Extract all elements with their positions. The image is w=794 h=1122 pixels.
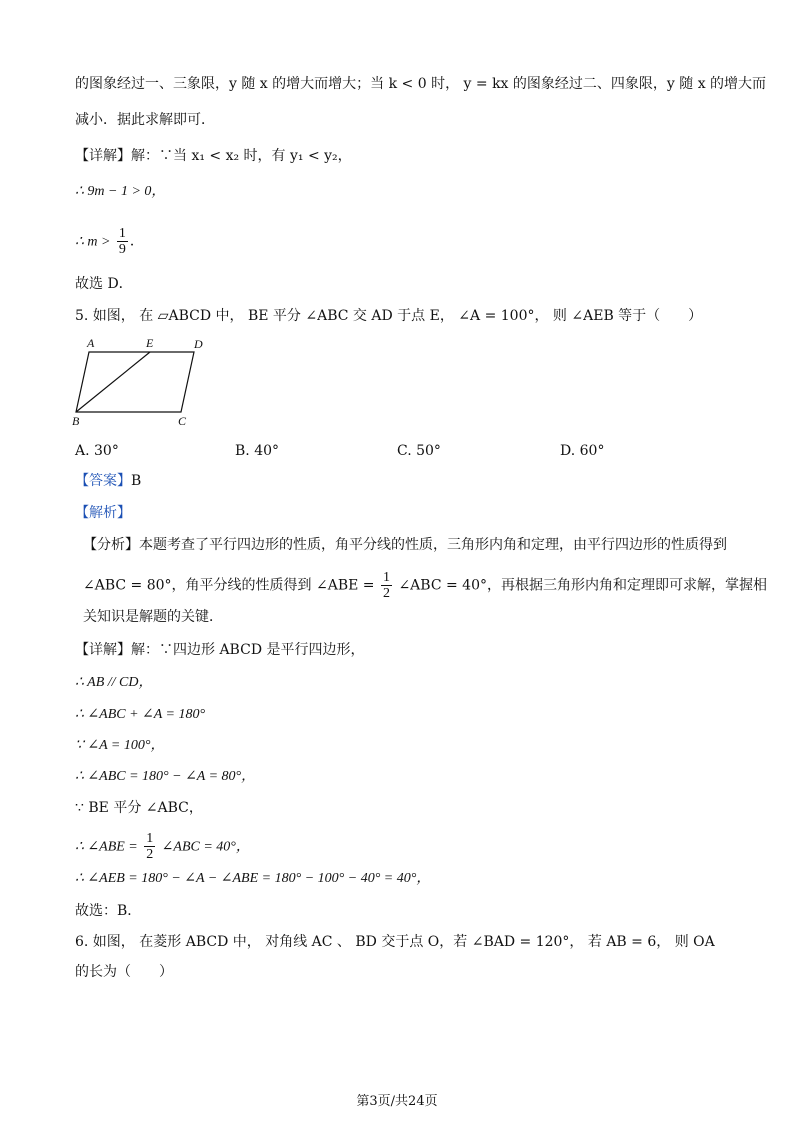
- page-footer: 第3页/共24页: [356, 1094, 438, 1109]
- parallelogram-figure: [72, 334, 212, 428]
- fenxi-line-3: 关知识是解题的关键．: [83, 609, 223, 625]
- analysis-line-2: 减小．据此求解即可．: [75, 112, 215, 128]
- label-a: A: [87, 336, 95, 350]
- q5-stem: 5. 如图， 在 ▱ABCD 中， BE 平分 ∠ABC 交 AD 于点 E， ∠A = 100°， 则 ∠AEB 等于（ ）: [75, 308, 703, 324]
- option-d: D. 60°: [560, 443, 605, 459]
- detail-tag: 【详解】: [75, 642, 131, 658]
- q6-stem-line-2: 的长为（ ）: [75, 964, 173, 980]
- answer-line: [75, 471, 141, 491]
- answer-value: B: [131, 473, 142, 489]
- step2-post: ．: [129, 233, 144, 250]
- q5-step-5: ∵ BE 平分 ∠ABC，: [75, 800, 203, 816]
- q5-step-4: ∴ ∠ABC = 180° − ∠A = 80°，: [75, 769, 256, 784]
- fenxi-text-2-post: ∠ABC = 40°，再根据三角形内角和定理即可求解，掌握相: [398, 577, 767, 594]
- label-e: E: [146, 336, 154, 350]
- q5-step-3: ∵ ∠A = 100°，: [75, 738, 165, 753]
- step2-pre: ∴ m >: [75, 234, 111, 250]
- q5-step-2: ∴ ∠ABC + ∠A = 180°: [75, 707, 206, 722]
- option-c: C. 50°: [397, 443, 441, 459]
- q5-step-6: [75, 831, 250, 862]
- analysis-line-1: 的图象经过一、三象限，y 随 x 的增大而增大；当 k < 0 时， y = kx 的图象经过二、四象限，y 随 x 的增大而: [75, 76, 767, 92]
- q5-step-7: ∴ ∠AEB = 180° − ∠A − ∠ABE = 180° − 100° − 40° = 40°，: [75, 871, 431, 886]
- fraction-denominator: 2: [146, 847, 154, 862]
- option-a: A. 30°: [75, 443, 119, 459]
- fenxi-line-1: [83, 535, 727, 555]
- q5-detail-intro: [75, 640, 365, 660]
- fenxi-tag: 【分析】: [83, 537, 139, 553]
- label-d: D: [194, 337, 203, 351]
- fraction-numerator: 1: [118, 226, 126, 241]
- step6-pre: ∴ ∠ABE =: [75, 839, 138, 855]
- label-c: C: [178, 414, 187, 428]
- detail-step-2: [75, 226, 144, 257]
- fraction-numerator: 1: [146, 831, 154, 846]
- detail-text: 解：∵四边形 ABCD 是平行四边形，: [131, 642, 365, 658]
- analysis-tag: 【解析】: [75, 505, 131, 521]
- detail-intro: [75, 146, 352, 166]
- fenxi-text-1: 本题考查了平行四边形的性质，角平分线的性质，三角形内角和定理，由平行四边形的性质得到: [139, 537, 727, 553]
- answer-tag: 【答案】: [75, 473, 131, 489]
- fenxi-text-2-pre: ∠ABC = 80°，角平分线的性质得到 ∠ABE =: [83, 577, 375, 594]
- label-b: B: [72, 414, 80, 428]
- prev-choice: 故选 D．: [75, 276, 133, 292]
- fraction: [117, 226, 128, 257]
- detail-tag: 【详解】: [75, 148, 131, 164]
- detail-text: 解：∵当 x₁ < x₂ 时，有 y₁ < y₂，: [131, 148, 352, 164]
- detail-step-1: ∴ 9m − 1 > 0，: [75, 184, 166, 199]
- step6-post: ∠ABC = 40°，: [161, 839, 250, 855]
- fraction-denominator: 2: [382, 586, 390, 601]
- option-b: B. 40°: [235, 443, 280, 459]
- fraction-denominator: 9: [118, 242, 126, 257]
- parallelogram-abcd: [76, 352, 194, 412]
- fraction: [144, 831, 155, 862]
- q5-choice: 故选：B．: [75, 903, 142, 919]
- q6-stem-line-1: 6. 如图， 在菱形 ABCD 中， 对角线 AC 、 BD 交于点 O，若 ∠BAD = 120°， 若 AB = 6， 则 OA: [75, 934, 715, 950]
- q5-step-1: ∴ AB // CD，: [75, 675, 153, 690]
- fraction: [381, 570, 392, 601]
- fenxi-line-2: [83, 570, 767, 601]
- fraction-numerator: 1: [382, 570, 390, 585]
